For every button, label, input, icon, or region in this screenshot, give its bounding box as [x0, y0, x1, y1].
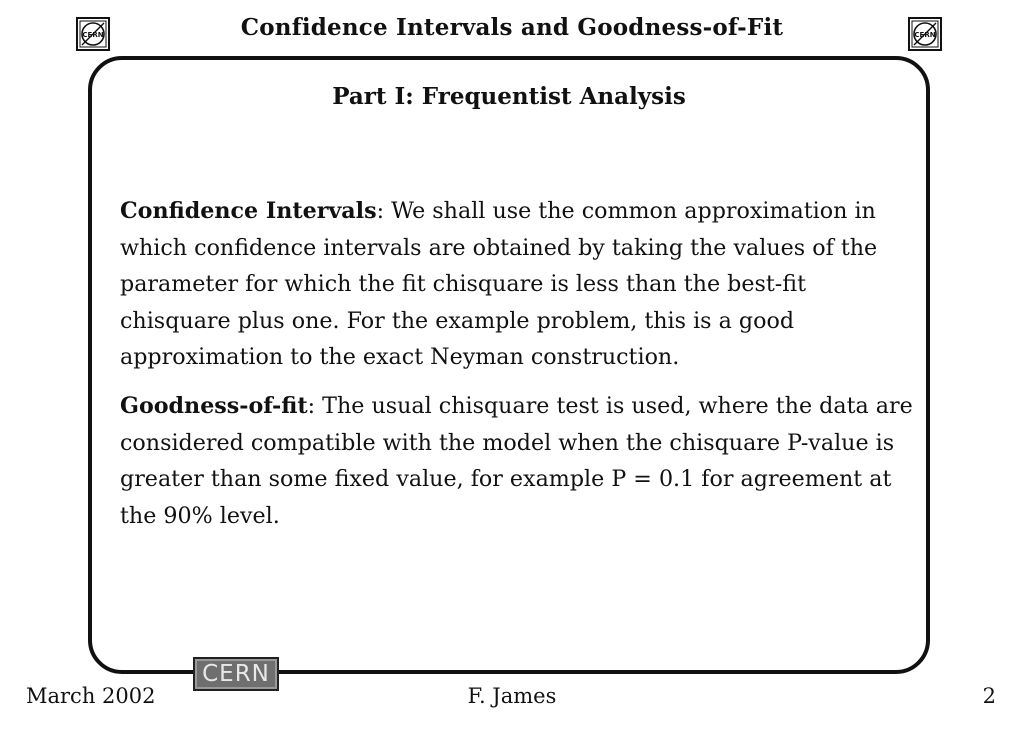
paragraph-goodness-of-fit [120, 388, 920, 534]
cern-badge: CERN [193, 657, 279, 691]
page-number: 2 [982, 684, 996, 708]
footer-author: F. James [467, 684, 557, 708]
svg-text:CERN: CERN [82, 31, 104, 39]
slide-body [120, 193, 920, 546]
paragraph-lead: Confidence Intervals [120, 198, 377, 224]
footer-date: March 2002 [26, 684, 156, 708]
paragraph-text: : We shall use the common approximation in which confidence intervals are obtained by taking the values of the parameter for which the fit chisquare is less than the best-fit chisquare plus one. For the example problem, this is a good approximation to the exact Neyman construction. [120, 198, 878, 371]
svg-text:CERN: CERN [914, 31, 936, 39]
paragraph-confidence-intervals [120, 193, 920, 376]
header-title: Confidence Intervals and Goodness-of-Fit [240, 14, 784, 41]
paragraph-text: : The usual chisquare test is used, where the data are considered compatible with the model when the chisquare P-value is greater than some fixed value, for example P = 0.1 for agreement at the 90% level. [120, 392, 913, 529]
paragraph-lead: Goodness-of-fit [120, 392, 308, 419]
cern-logo-icon [908, 17, 942, 51]
slide-title: Part I: Frequentist Analysis [332, 83, 686, 110]
